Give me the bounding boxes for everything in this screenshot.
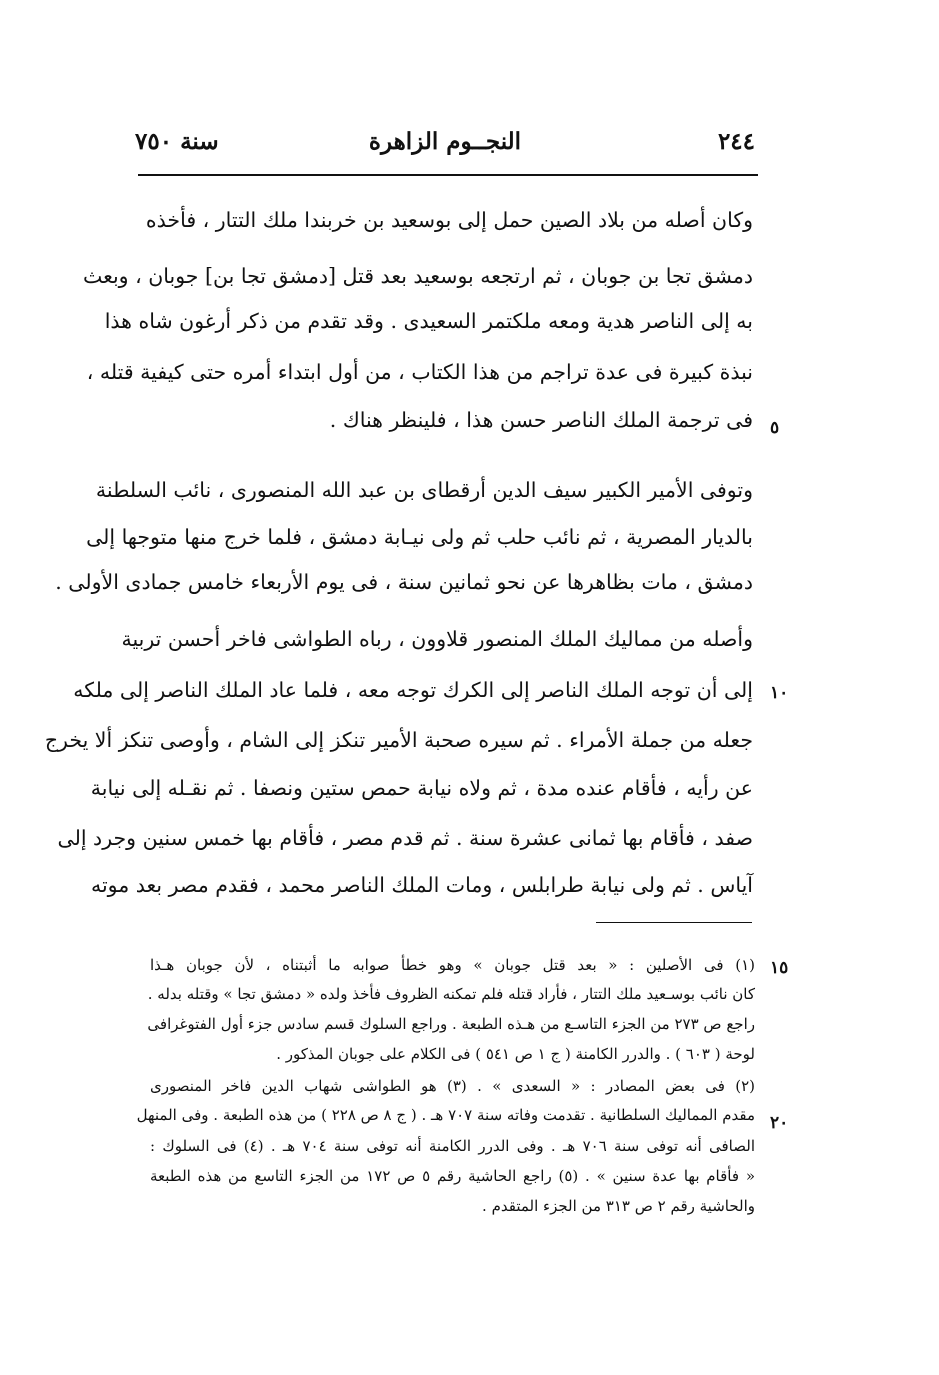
footnote-rule — [596, 922, 752, 923]
body-line: وكان أصله من بلاد الصين حمل إلى بوسعيد بن خربندا ملك التتار ، فأخذه — [145, 208, 753, 232]
margin-line-number: ١٥ — [770, 958, 789, 978]
body-line: فى ترجمة الملك الناصر حسن هذا ، فلينظر هناك . — [329, 408, 753, 432]
footnote-line: الصافى أنه توفى سنة ٧٠٦ هـ . وفى الدرر الكامنة أنه توفى سنة ٧٠٤ هـ . (٤) فى السلوك : — [150, 1137, 755, 1155]
body-line: وأصله من مماليك الملك المنصور قلاوون ، رباه الطواشى فاخر أحسن تربية — [121, 627, 753, 651]
margin-line-number: ٢٠ — [770, 1113, 789, 1133]
footnote-line: (١) فى الأصلين : « بعد قتل جوبان » وهو خطأ صوابه ما أثبتناه ، لأن جوبان هـذا — [150, 956, 755, 974]
running-header — [135, 128, 755, 164]
footnote-line: « فأقام بها عدة سنين » . (٥) راجع الحاشية رقم ٥ ص ١٧٢ من الجزء التاسع من هذه الطبعة — [150, 1167, 755, 1185]
body-line: إلى أن توجه الملك الناصر إلى الكرك توجه معه ، فلما عاد الملك الناصر إلى ملكه — [73, 678, 753, 702]
body-line: وتوفى الأمير الكبير سيف الدين أرقطاى بن عبد الله المنصورى ، نائب السلطنة — [95, 478, 753, 502]
footnote-line: لوحة ( ٦٠٣ ) . والدرر الكامنة ( ج ١ ص ٥٤١ ) فى الكلام على جوبان المذكور . — [276, 1045, 755, 1063]
margin-line-number: ٥ — [770, 418, 780, 438]
body-line: نبذة كبيرة فى عدة تراجم من هذا الكتاب ، من أول ابتداء أمره حتى كيفية قتله ، — [86, 360, 753, 384]
body-line: آياس . ثم ولى نيابة طرابلس ، ومات الملك الناصر محمد ، فقدم مصر بعد موته — [90, 873, 753, 897]
header-rule — [138, 174, 758, 176]
body-line: دمشق ، مات بظاهرها عن نحو ثمانين سنة ، فى يوم الأربعاء خامس جمادى الأولى . — [55, 570, 753, 594]
footnote-line: كان نائب بوسـعيد ملك التتار ، فأراد قتله فلم تمكنه الظروف فأخذ ولده « دمشق تجا » وقتله بدله . — [147, 985, 755, 1003]
book-title: النجــوم الزاهرة — [368, 128, 522, 155]
footnote-line: (٢) فى بعض المصادر : « السعدى » . (٣) هو الطواشى شهاب الدين فاخر المنصورى — [150, 1077, 756, 1095]
year-heading: سنة ٧٥٠ — [135, 128, 219, 155]
body-line: دمشق تجا بن جوبان ، ثم ارتجعه بوسعيد بعد قتل [دمشق تجا بن] جوبان ، وبعث — [82, 264, 753, 288]
footnote-line: والحاشية رقم ٢ ص ٣١٣ من الجزء المتقدم . — [482, 1197, 755, 1215]
body-line: به إلى الناصر هدية ومعه ملكتمر السعيدى . وقد تقدم من ذكر أرغون شاه هذا — [104, 309, 753, 333]
body-line: صفد ، فأقام بها ثمانى عشرة سنة . ثم قدم مصر ، فأقام بها خمس سنين وجرد إلى — [57, 826, 753, 850]
body-line: عن رأيه ، فأقام عنده مدة ، ثم ولاه نيابة حمص ستين ونصفا . ثم نقـله إلى نيابة — [90, 776, 753, 800]
footnote-line: راجع ص ٢٧٣ من الجزء التاسـع من هـذه الطبعة . وراجع السلوك قسم سادس جزء أول الفتوغرافى — [147, 1015, 755, 1033]
body-line: جعله من جملة الأمراء . ثم سيره صحبة الأمير تنكز إلى الشام ، وأوصى تنكز ألا يخرج — [44, 728, 753, 752]
page-number: ٢٤٤ — [717, 128, 755, 155]
body-line: بالديار المصرية ، ثم نائب حلب ثم ولى نيـابة دمشق ، فلما خرج منها متوجها إلى — [86, 525, 753, 549]
margin-line-number: ١٠ — [770, 683, 789, 703]
footnote-line: مقدم المماليك السلطانية . تقدمت وفاته سنة ٧٠٧ هـ . ( ج ٨ ص ٢٢٨ ) من هذه الطبعة . وفى المنهل — [136, 1106, 755, 1124]
